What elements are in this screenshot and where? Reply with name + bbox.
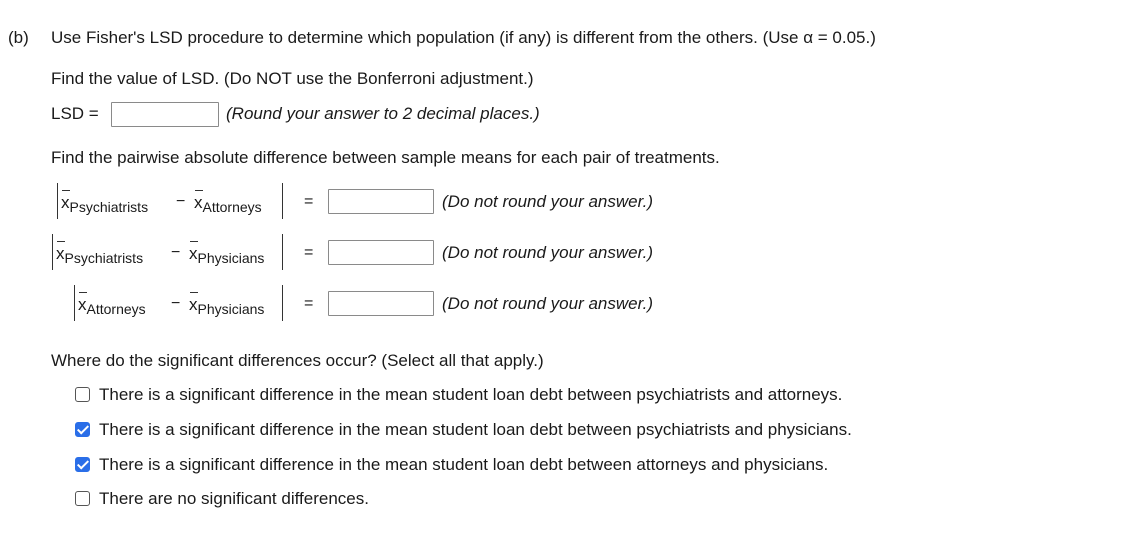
absolute-value-right-bar [282, 183, 283, 219]
option-label: There are no significant differences. [99, 489, 369, 508]
psychiatrists-attorneys-difference-input[interactable] [328, 189, 434, 214]
psychiatrists-physicians-difference-input[interactable] [328, 240, 434, 265]
checkbox[interactable] [75, 422, 90, 437]
attorneys-physicians-difference-input[interactable] [328, 291, 434, 316]
rounding-note: (Do not round your answer.) [442, 294, 654, 313]
part-label: (b) [8, 28, 29, 47]
lsd-instruction: Find the value of LSD. (Do NOT use the Bonferroni adjustment.) [51, 69, 534, 88]
minus-sign: − [171, 244, 181, 261]
absolute-value-right-bar [282, 285, 283, 321]
equals-sign: = [304, 244, 314, 261]
significance-question: Where do the significant differences occur? (Select all that apply.) [51, 351, 544, 370]
question-text: Use Fisher's LSD procedure to determine which population (if any) is different from the others. (Use α = 0.05.) [51, 28, 876, 47]
absolute-value-right-bar [282, 234, 283, 270]
option-label: There is a significant difference in the mean student loan debt between attorneys and physicians. [99, 455, 829, 474]
checkbox[interactable] [75, 491, 90, 506]
lsd-label: LSD = [51, 104, 99, 123]
lsd-rounding-note: (Round your answer to 2 decimal places.) [226, 104, 540, 123]
minus-sign: − [176, 193, 186, 210]
equals-sign: = [304, 193, 314, 210]
absolute-value-left-bar [74, 285, 75, 321]
equals-sign: = [304, 295, 314, 312]
mean-attorneys: $x_{Attorneys}$ [194, 193, 262, 215]
lsd-input[interactable] [111, 102, 219, 127]
mean-attorneys: $x_{Attorneys}$ [78, 295, 146, 317]
absolute-value-left-bar [57, 183, 58, 219]
option-label: There is a significant difference in the mean student loan debt between psychiatrists and physicians. [99, 420, 852, 439]
checkbox[interactable] [75, 387, 90, 402]
checkbox[interactable] [75, 457, 90, 472]
rounding-note: (Do not round your answer.) [442, 243, 654, 262]
minus-sign: − [171, 295, 181, 312]
absolute-value-left-bar [52, 234, 53, 270]
pairwise-instruction: Find the pairwise absolute difference between sample means for each pair of treatments. [51, 148, 720, 167]
option-label: There is a significant difference in the mean student loan debt between psychiatrists and attorneys. [99, 385, 843, 404]
mean-psychiatrists: $x_{Psychiatrists}$ [61, 193, 149, 215]
mean-physicians: $x_{Physicians}$ [189, 295, 265, 317]
mean-physicians: $x_{Physicians}$ [189, 244, 265, 266]
rounding-note: (Do not round your answer.) [442, 192, 654, 211]
mean-psychiatrists: $x_{Psychiatrists}$ [56, 244, 144, 266]
